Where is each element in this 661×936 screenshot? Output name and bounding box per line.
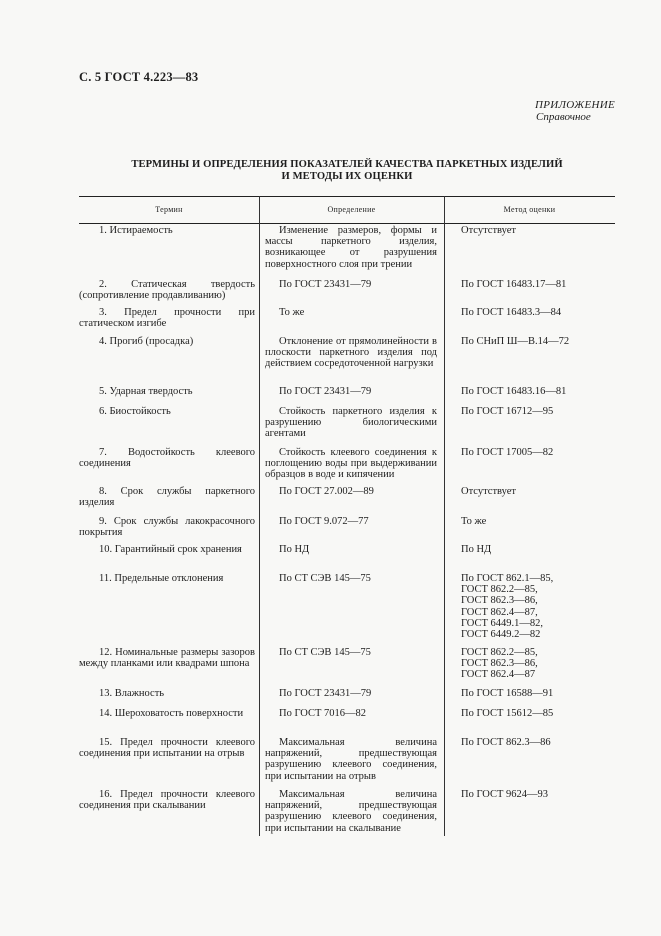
term-cell: 10. Гарантийный срок хранения (99, 544, 242, 555)
table-header (79, 196, 615, 224)
method-cell: По ГОСТ 16712—95 (461, 406, 554, 417)
method-cell: По ГОСТ 16483.16—81 (461, 386, 567, 397)
definition-cell: Отклонение от прямолинейности в плоскости паркетного изделия под действием сосредоточенной нагрузки (265, 336, 437, 370)
method-cell: По ГОСТ 9624—93 (461, 789, 549, 800)
term-cell: 1. Истираемость (99, 225, 173, 236)
definition-cell: Изменение размеров, формы и массы паркетного изделия, возникающее от разрушения поверхностного слоя при трении (265, 225, 437, 270)
term-cell: 8. Срок службы паркетного изделия (79, 486, 255, 509)
page-header: С. 5 ГОСТ 4.223—83 (79, 70, 199, 84)
column-header-term: Термин (155, 205, 183, 214)
appendix-label: ПРИЛОЖЕНИЕ (535, 99, 615, 111)
method-cell: ГОСТ 862.2—85, ГОСТ 862.3—86, ГОСТ 862.4—87 (461, 647, 538, 681)
method-cell: По ГОСТ 17005—82 (461, 447, 554, 458)
column-divider-1 (259, 196, 260, 836)
method-cell: По ГОСТ 16483.3—84 (461, 307, 562, 318)
method-cell: Отсутствует (461, 486, 516, 497)
appendix-note: Справочное (536, 111, 591, 123)
term-cell: 5. Ударная твердость (99, 386, 193, 397)
document-title (79, 159, 615, 183)
appendix-label-block (535, 99, 615, 123)
term-cell: 15. Предел прочности клеевого соединения при испытании на отрыв (79, 737, 255, 760)
definition-cell: По ГОСТ 23431—79 (279, 279, 372, 290)
column-header-method: Метод оценки (503, 205, 556, 214)
method-cell: То же (461, 516, 487, 527)
term-cell: 14. Шероховатость поверхности (99, 708, 244, 719)
term-cell: 9. Срок службы лакокрасочного покрытия (79, 516, 255, 539)
definition-cell: Стойкость паркетного изделия к разрушению биологическими агентами (265, 406, 437, 440)
term-cell: 4. Прогиб (просадка) (99, 336, 194, 347)
term-cell: 16. Предел прочности клеевого соединения при скалывании (79, 789, 255, 812)
term-cell: 12. Номинальные размеры зазоров между планками или квадрами шпона (79, 647, 255, 670)
method-cell: По ГОСТ 862.1—85, ГОСТ 862.2—85, ГОСТ 862.3—86, ГОСТ 862.4—87, ГОСТ 6449.1—82, ГОСТ 6449.2—82 (461, 573, 554, 641)
method-cell: По ГОСТ 16483.17—81 (461, 279, 567, 290)
definition-cell: По СТ СЭВ 145—75 (279, 573, 371, 584)
title-line-1: ТЕРМИНЫ И ОПРЕДЕЛЕНИЯ ПОКАЗАТЕЛЕЙ КАЧЕСТВА ПАРКЕТНЫХ ИЗДЕЛИЙ (131, 159, 563, 170)
definition-cell: Стойкость клеевого соединения к поглощению воды при выдерживании образцов в воде и кипячении (265, 447, 437, 481)
title-line-2: И МЕТОДЫ ИХ ОЦЕНКИ (281, 171, 413, 182)
definition-cell: Максимальная величина напряжений, предшествующая разрушению клеевого соединения, при испытании на скалывание (265, 789, 437, 834)
terms-table (79, 196, 615, 834)
definition-cell: По НД (279, 544, 310, 555)
definition-cell: По ГОСТ 23431—79 (279, 688, 372, 699)
column-header-definition: Определение (327, 205, 376, 214)
definition-cell: По ГОСТ 7016—82 (279, 708, 367, 719)
definition-cell: По ГОСТ 23431—79 (279, 386, 372, 397)
term-cell: 13. Влажность (99, 688, 165, 699)
definition-cell: По ГОСТ 27.002—89 (279, 486, 374, 497)
method-cell: По СНиП Ш—В.14—72 (461, 336, 570, 347)
method-cell: По НД (461, 544, 492, 555)
method-cell: По ГОСТ 16588—91 (461, 688, 554, 699)
method-cell: Отсутствует (461, 225, 516, 236)
definition-cell: По СТ СЭВ 145—75 (279, 647, 371, 658)
definition-cell: Максимальная величина напряжений, предшествующая разрушению клеевого соединения, при испытании на отрыв (265, 737, 437, 782)
method-cell: По ГОСТ 862.3—86 (461, 737, 551, 748)
method-cell: По ГОСТ 15612—85 (461, 708, 554, 719)
definition-cell: То же (279, 307, 305, 318)
definition-cell: По ГОСТ 9.072—77 (279, 516, 369, 527)
term-cell: 2. Статическая твердость (сопротивление продавливанию) (79, 279, 255, 302)
term-cell: 3. Предел прочности при статическом изгибе (79, 307, 255, 330)
term-cell: 6. Биостойкость (99, 406, 171, 417)
term-cell: 11. Предельные отклонения (99, 573, 224, 584)
term-cell: 7. Водостойкость клеевого соединения (79, 447, 255, 470)
